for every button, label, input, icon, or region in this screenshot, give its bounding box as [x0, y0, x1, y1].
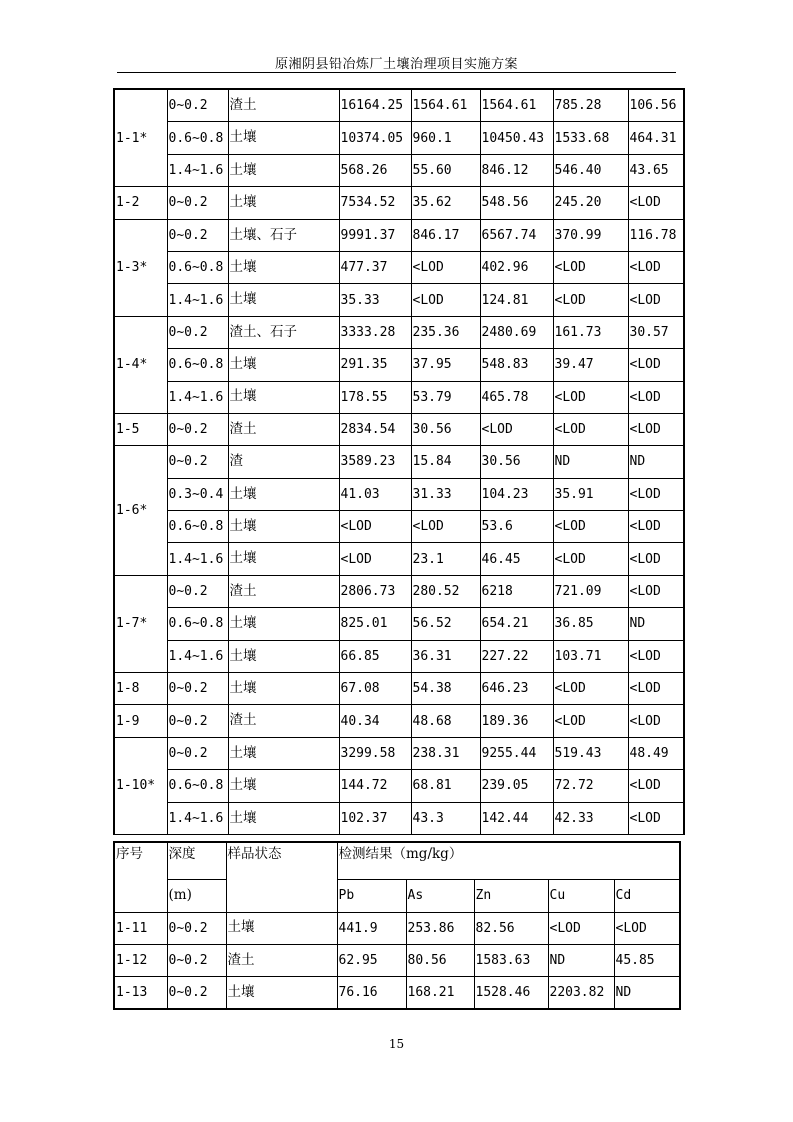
depth-cell: 0~0.2	[167, 912, 226, 944]
cu-cell: 42.33	[553, 802, 628, 834]
table-row	[114, 640, 684, 672]
sample-id-cell: 1-3*	[114, 219, 167, 316]
sample-id-cell: 1-5	[114, 413, 167, 445]
zn-cell: 6567.74	[480, 219, 553, 251]
depth-cell: 0.3~0.4	[167, 478, 228, 510]
cd-cell: <LOD	[628, 251, 684, 283]
depth-cell: 0~0.2	[167, 316, 228, 348]
sample-id-cell: 1-1*	[114, 89, 167, 187]
table-row	[114, 673, 684, 705]
cu-cell: 721.09	[553, 575, 628, 607]
depth-cell: 1.4~1.6	[167, 640, 228, 672]
depth-cell: 0.6~0.8	[167, 122, 228, 154]
header-sample-state: 样品状态	[226, 842, 337, 912]
pb-cell: 825.01	[339, 608, 411, 640]
zn-cell: <LOD	[480, 413, 553, 445]
sample-id-cell: 1-9	[114, 705, 167, 737]
sample-state-cell: 土壤	[228, 284, 339, 316]
cd-cell: <LOD	[628, 349, 684, 381]
depth-cell: 0~0.2	[167, 705, 228, 737]
zn-cell: 9255.44	[480, 737, 553, 769]
depth-cell: 1.4~1.6	[167, 381, 228, 413]
zn-cell: 1528.46	[474, 977, 548, 1010]
cd-cell: <LOD	[628, 543, 684, 575]
cu-cell: <LOD	[553, 543, 628, 575]
sample-state-cell: 土壤、石子	[228, 219, 339, 251]
cu-cell: 245.20	[553, 187, 628, 219]
cu-cell: <LOD	[553, 251, 628, 283]
pb-cell: 3333.28	[339, 316, 411, 348]
depth-cell: 0~0.2	[167, 446, 228, 478]
sample-state-cell: 土壤	[228, 154, 339, 186]
table-row	[114, 89, 684, 122]
cd-cell: <LOD	[628, 705, 684, 737]
header-pb: Pb	[337, 880, 406, 912]
zn-cell: 6218	[480, 575, 553, 607]
cd-cell: <LOD	[628, 802, 684, 834]
header-id: 序号	[114, 842, 167, 912]
depth-cell: 0.6~0.8	[167, 770, 228, 802]
cd-cell: ND	[628, 446, 684, 478]
as-cell: 53.79	[411, 381, 480, 413]
as-cell: 23.1	[411, 543, 480, 575]
sample-state-cell: 土壤	[228, 122, 339, 154]
pb-cell: 3299.58	[339, 737, 411, 769]
sample-state-cell: 土壤	[228, 349, 339, 381]
as-cell: 253.86	[406, 912, 474, 944]
cd-cell: <LOD	[628, 511, 684, 543]
pb-cell: 40.34	[339, 705, 411, 737]
zn-cell: 465.78	[480, 381, 553, 413]
pb-cell: 477.37	[339, 251, 411, 283]
header-depth: 深度	[167, 842, 226, 880]
table-row	[114, 316, 684, 348]
cu-cell: 370.99	[553, 219, 628, 251]
as-cell: 55.60	[411, 154, 480, 186]
as-cell: <LOD	[411, 511, 480, 543]
cd-cell: ND	[628, 608, 684, 640]
pb-cell: 2806.73	[339, 575, 411, 607]
zn-cell: 30.56	[480, 446, 553, 478]
sample-id-cell: 1-12	[114, 944, 167, 976]
sample-state-cell: 渣土	[228, 575, 339, 607]
sample-id-cell: 1-13	[114, 977, 167, 1010]
pb-cell: 76.16	[337, 977, 406, 1010]
cu-cell: 36.85	[553, 608, 628, 640]
sample-state-cell: 渣土、石子	[228, 316, 339, 348]
cd-cell: 30.57	[628, 316, 684, 348]
sample-state-cell: 土壤	[228, 608, 339, 640]
sample-state-cell: 渣土	[228, 413, 339, 445]
depth-cell: 0~0.2	[167, 413, 228, 445]
cu-cell: 35.91	[553, 478, 628, 510]
depth-cell: 0~0.2	[167, 737, 228, 769]
zn-cell: 646.23	[480, 673, 553, 705]
cu-cell: <LOD	[553, 284, 628, 316]
depth-cell: 0.6~0.8	[167, 349, 228, 381]
cu-cell: 519.43	[553, 737, 628, 769]
cd-cell: <LOD	[614, 912, 680, 944]
table-row	[114, 187, 684, 219]
table-row	[114, 737, 684, 769]
cu-cell: 1533.68	[553, 122, 628, 154]
zn-cell: 2480.69	[480, 316, 553, 348]
sample-state-cell: 土壤	[228, 478, 339, 510]
sample-state-cell: 土壤	[228, 802, 339, 834]
depth-cell: 1.4~1.6	[167, 154, 228, 186]
zn-cell: 46.45	[480, 543, 553, 575]
as-cell: 36.31	[411, 640, 480, 672]
as-cell: 54.38	[411, 673, 480, 705]
as-cell: 235.36	[411, 316, 480, 348]
as-cell: 35.62	[411, 187, 480, 219]
cd-cell: <LOD	[628, 187, 684, 219]
pb-cell: 66.85	[339, 640, 411, 672]
sample-id-cell: 1-2	[114, 187, 167, 219]
zn-cell: 10450.43	[480, 122, 553, 154]
sample-id-cell: 1-7*	[114, 575, 167, 672]
cd-cell: <LOD	[628, 575, 684, 607]
cd-cell: <LOD	[628, 413, 684, 445]
depth-cell: 1.4~1.6	[167, 543, 228, 575]
header-zn: Zn	[474, 880, 548, 912]
as-cell: 31.33	[411, 478, 480, 510]
sample-id-cell: 1-11	[114, 912, 167, 944]
as-cell: 43.3	[411, 802, 480, 834]
sample-id-cell: 1-8	[114, 673, 167, 705]
header-rule	[117, 72, 676, 73]
depth-cell: 0.6~0.8	[167, 511, 228, 543]
header-cd: Cd	[614, 880, 680, 912]
depth-cell: 1.4~1.6	[167, 802, 228, 834]
sample-state-cell: 土壤	[226, 912, 337, 944]
table-row	[114, 770, 684, 802]
cu-cell: 103.71	[553, 640, 628, 672]
table-row	[114, 284, 684, 316]
as-cell: 80.56	[406, 944, 474, 976]
as-cell: 168.21	[406, 977, 474, 1010]
sample-state-cell: 土壤	[228, 737, 339, 769]
zn-cell: 1583.63	[474, 944, 548, 976]
cd-cell: 464.31	[628, 122, 684, 154]
pb-cell: 9991.37	[339, 219, 411, 251]
pb-cell: 7534.52	[339, 187, 411, 219]
zn-cell: 82.56	[474, 912, 548, 944]
cu-cell: <LOD	[553, 705, 628, 737]
cu-cell: 39.47	[553, 349, 628, 381]
zn-cell: 846.12	[480, 154, 553, 186]
cd-cell: ND	[614, 977, 680, 1010]
sample-state-cell: 渣土	[226, 944, 337, 976]
as-cell: 30.56	[411, 413, 480, 445]
zn-cell: 548.56	[480, 187, 553, 219]
header-cu: Cu	[548, 880, 614, 912]
sample-state-cell: 渣土	[228, 89, 339, 122]
cu-cell: 546.40	[553, 154, 628, 186]
sample-id-cell: 1-6*	[114, 446, 167, 576]
cu-cell: ND	[553, 446, 628, 478]
sample-state-cell: 土壤	[228, 673, 339, 705]
sample-state-cell: 土壤	[228, 511, 339, 543]
depth-cell: 0~0.2	[167, 673, 228, 705]
depth-cell: 0~0.2	[167, 219, 228, 251]
table-row	[114, 977, 680, 1010]
as-cell: 37.95	[411, 349, 480, 381]
as-cell: 238.31	[411, 737, 480, 769]
zn-cell: 104.23	[480, 478, 553, 510]
zn-cell: 1564.61	[480, 89, 553, 122]
cd-cell: <LOD	[628, 640, 684, 672]
cd-cell: <LOD	[628, 381, 684, 413]
pb-cell: 144.72	[339, 770, 411, 802]
cd-cell: <LOD	[628, 478, 684, 510]
as-cell: 48.68	[411, 705, 480, 737]
pb-cell: <LOD	[339, 543, 411, 575]
pb-cell: 41.03	[339, 478, 411, 510]
as-cell: 56.52	[411, 608, 480, 640]
sample-state-cell: 土壤	[228, 640, 339, 672]
cd-cell: 43.65	[628, 154, 684, 186]
table-row	[114, 608, 684, 640]
sample-state-cell: 土壤	[228, 187, 339, 219]
sample-state-cell: 土壤	[228, 543, 339, 575]
results-table-upper	[113, 88, 685, 835]
table-row	[114, 349, 684, 381]
zn-cell: 124.81	[480, 284, 553, 316]
sample-state-cell: 土壤	[228, 770, 339, 802]
cu-cell: ND	[548, 944, 614, 976]
cu-cell: 161.73	[553, 316, 628, 348]
sample-state-cell: 土壤	[228, 251, 339, 283]
sample-id-cell: 1-4*	[114, 316, 167, 413]
pb-cell: 102.37	[339, 802, 411, 834]
sample-state-cell: 土壤	[228, 381, 339, 413]
page-number: 15	[388, 1037, 405, 1051]
table-row	[114, 575, 684, 607]
table-row	[114, 802, 684, 834]
depth-cell: 0~0.2	[167, 187, 228, 219]
as-cell: 280.52	[411, 575, 480, 607]
as-cell: <LOD	[411, 251, 480, 283]
cu-cell: <LOD	[553, 413, 628, 445]
zn-cell: 239.05	[480, 770, 553, 802]
depth-cell: 0~0.2	[167, 977, 226, 1010]
zn-cell: 142.44	[480, 802, 553, 834]
cu-cell: <LOD	[553, 511, 628, 543]
zn-cell: 402.96	[480, 251, 553, 283]
depth-cell: 0~0.2	[167, 89, 228, 122]
pb-cell: 10374.05	[339, 122, 411, 154]
pb-cell: 2834.54	[339, 413, 411, 445]
sample-state-cell: 渣	[228, 446, 339, 478]
depth-cell: 0~0.2	[167, 575, 228, 607]
table-row	[114, 705, 684, 737]
pb-cell: 62.95	[337, 944, 406, 976]
cd-cell: 48.49	[628, 737, 684, 769]
as-cell: 960.1	[411, 122, 480, 154]
cu-cell: <LOD	[553, 381, 628, 413]
cd-cell: <LOD	[628, 770, 684, 802]
pb-cell: <LOD	[339, 511, 411, 543]
results-table-lower	[113, 841, 681, 1010]
depth-cell: 0.6~0.8	[167, 251, 228, 283]
table-row	[114, 219, 684, 251]
table-row	[114, 413, 684, 445]
table-row	[114, 122, 684, 154]
table-header-row	[114, 842, 680, 880]
cd-cell: 106.56	[628, 89, 684, 122]
pb-cell: 16164.25	[339, 89, 411, 122]
pb-cell: 568.26	[339, 154, 411, 186]
cu-cell: <LOD	[548, 912, 614, 944]
table-row	[114, 543, 684, 575]
table-row	[114, 944, 680, 976]
table-row	[114, 381, 684, 413]
sample-state-cell: 土壤	[226, 977, 337, 1010]
table-row	[114, 912, 680, 944]
pb-cell: 35.33	[339, 284, 411, 316]
table-row	[114, 446, 684, 478]
sample-id-cell: 1-10*	[114, 737, 167, 834]
table-row	[114, 511, 684, 543]
zn-cell: 189.36	[480, 705, 553, 737]
page-header-title: 原湘阴县铅冶炼厂土壤治理项目实施方案	[274, 57, 518, 72]
pb-cell: 178.55	[339, 381, 411, 413]
sample-state-cell: 渣土	[228, 705, 339, 737]
table-row	[114, 251, 684, 283]
depth-cell: 0.6~0.8	[167, 608, 228, 640]
cu-cell: 72.72	[553, 770, 628, 802]
cd-cell: 45.85	[614, 944, 680, 976]
as-cell: 1564.61	[411, 89, 480, 122]
zn-cell: 227.22	[480, 640, 553, 672]
cu-cell: <LOD	[553, 673, 628, 705]
pb-cell: 67.08	[339, 673, 411, 705]
table-row	[114, 478, 684, 510]
cu-cell: 785.28	[553, 89, 628, 122]
cd-cell: 116.78	[628, 219, 684, 251]
zn-cell: 654.21	[480, 608, 553, 640]
cu-cell: 2203.82	[548, 977, 614, 1010]
cd-cell: <LOD	[628, 673, 684, 705]
header-depth-unit: (m)	[167, 880, 226, 912]
as-cell: 15.84	[411, 446, 480, 478]
depth-cell: 1.4~1.6	[167, 284, 228, 316]
zn-cell: 548.83	[480, 349, 553, 381]
pb-cell: 3589.23	[339, 446, 411, 478]
zn-cell: 53.6	[480, 511, 553, 543]
depth-cell: 0~0.2	[167, 944, 226, 976]
table-header-row	[114, 880, 680, 912]
pb-cell: 441.9	[337, 912, 406, 944]
table-row	[114, 154, 684, 186]
header-as: As	[406, 880, 474, 912]
cd-cell: <LOD	[628, 284, 684, 316]
header-results: 检测结果（mg/kg）	[337, 842, 680, 880]
as-cell: 846.17	[411, 219, 480, 251]
pb-cell: 291.35	[339, 349, 411, 381]
as-cell: 68.81	[411, 770, 480, 802]
as-cell: <LOD	[411, 284, 480, 316]
